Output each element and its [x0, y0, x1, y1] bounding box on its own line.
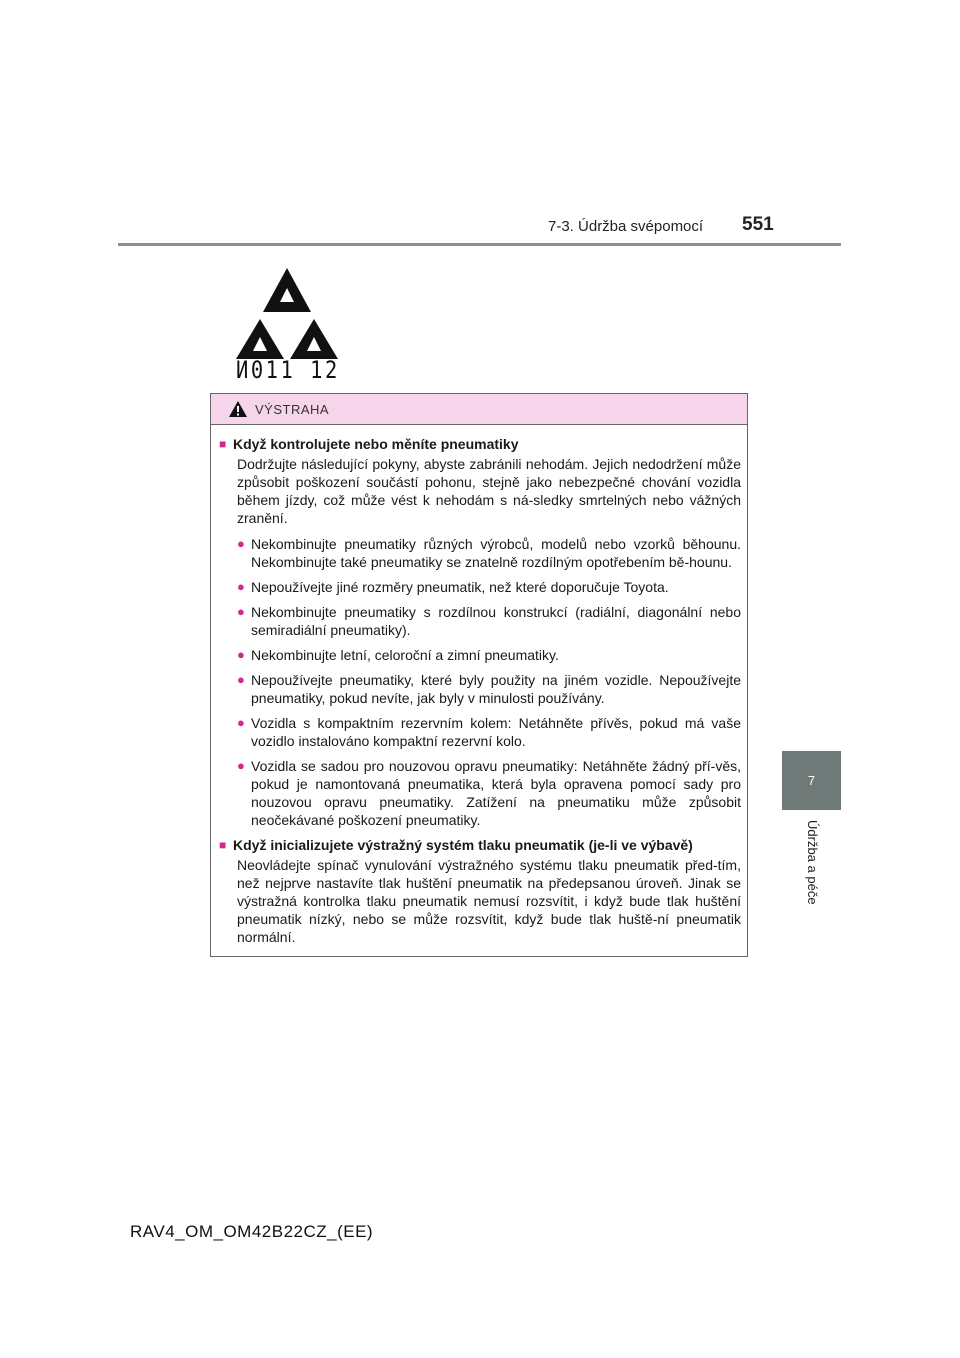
- round-bullet-icon: ●: [237, 672, 245, 687]
- list-item: [237, 671, 741, 707]
- header-divider: [118, 243, 841, 246]
- list-item: [237, 757, 741, 829]
- section-heading: [219, 435, 741, 453]
- list-item: [237, 714, 741, 750]
- round-bullet-icon: ●: [237, 579, 245, 594]
- square-bullet-icon: ■: [219, 437, 227, 451]
- warning-box: [210, 393, 748, 957]
- section-heading-text: Když inicializujete výstražný systém tlaku pneumatik (je-li ve výbavě): [233, 837, 693, 853]
- square-bullet-icon: ■: [219, 838, 227, 852]
- list-item: [237, 603, 741, 639]
- list-item-text: Vozidla se sadou pro nouzovou opravu pneumatiky: Netáhněte žádný pří-věs, pokud je namontovaná pneumatika, která byla opravena pomocí sady pro nouzovou opravu pneumatiky. Zatížení na pneumatiku může způsobit neočekávané poškození pneumatiky.: [251, 758, 741, 828]
- chapter-number: 7: [807, 773, 816, 788]
- section-heading: [219, 836, 741, 854]
- section-heading-text: Když kontrolujete nebo měníte pneumatiky: [233, 436, 519, 452]
- round-bullet-icon: ●: [237, 647, 245, 662]
- list-item-text: Nekombinujte letní, celoroční a zimní pneumatiky.: [251, 647, 559, 663]
- section-title: 7-3. Údržba svépomocí: [548, 218, 704, 235]
- round-bullet-icon: ●: [237, 715, 245, 730]
- list-item-text: Nekombinujte pneumatiky různých výrobců, modelů nebo vzorků běhounu. Nekombinujte také pneumatiky se znatelně rozdílným opotřebením bě-hounu.: [251, 536, 741, 570]
- chapter-tab[interactable]: [782, 751, 841, 810]
- round-bullet-icon: ●: [237, 536, 245, 551]
- warning-title: VÝSTRAHA: [255, 401, 330, 417]
- list-item-text: Nekombinujte pneumatiky s rozdílnou konstrukcí (radiální, diagonální nebo semiradiální pneumatiky).: [251, 604, 741, 638]
- list-item-text: Vozidla s kompaktním rezervním kolem: Netáhněte přívěs, pokud má vaše vozidlo instalováno kompaktní rezervní kolo.: [251, 715, 741, 749]
- symbol-code: И011 12: [236, 356, 340, 384]
- document-code: RAV4_OM_OM42B22CZ_(EE): [130, 1222, 374, 1241]
- list-item: [237, 578, 741, 596]
- round-bullet-icon: ●: [237, 758, 245, 773]
- warning-header: [211, 394, 747, 425]
- list-item-text: Nepoužívejte pneumatiky, které byly použity na jiném vozidle. Nepoužívejte pneumatiky, pokud nevíte, jak byly v minulosti používány.: [251, 672, 741, 706]
- list-item-text: Nepoužívejte jiné rozměry pneumatik, než které doporučuje Toyota.: [251, 579, 669, 595]
- list-item: [237, 535, 741, 571]
- page-number: 551: [742, 214, 774, 235]
- warning-body: [211, 425, 747, 946]
- section-intro: Neovládejte spínač vynulování výstražného systému tlaku pneumatik před-tím, než nejprve nastavíte tlak huštění pneumatik na předepsanou úroveň. Jinak se výstražná kontrolka tlaku pneumatik nemusí rozsvítit, i když bude tlak huštění pneumatik nízký, nebo se může rozsvítit, když bude tlak huště-ní pneumatik normální.: [237, 857, 741, 945]
- round-bullet-icon: ●: [237, 604, 245, 619]
- section-intro: Dodržujte následující pokyny, abyste zabránili nehodám. Jejich nedodržení může způsobit poškození součástí pohonu, stejně jako nebezpečné chování vozidla během jízdy, což může vést k nehodám s ná-sledky smrtelných nebo vážných zranění.: [237, 456, 741, 526]
- warning-triangle-icon: [229, 401, 247, 417]
- chapter-label: Údržba a péče: [805, 820, 820, 905]
- list-item: [237, 646, 741, 664]
